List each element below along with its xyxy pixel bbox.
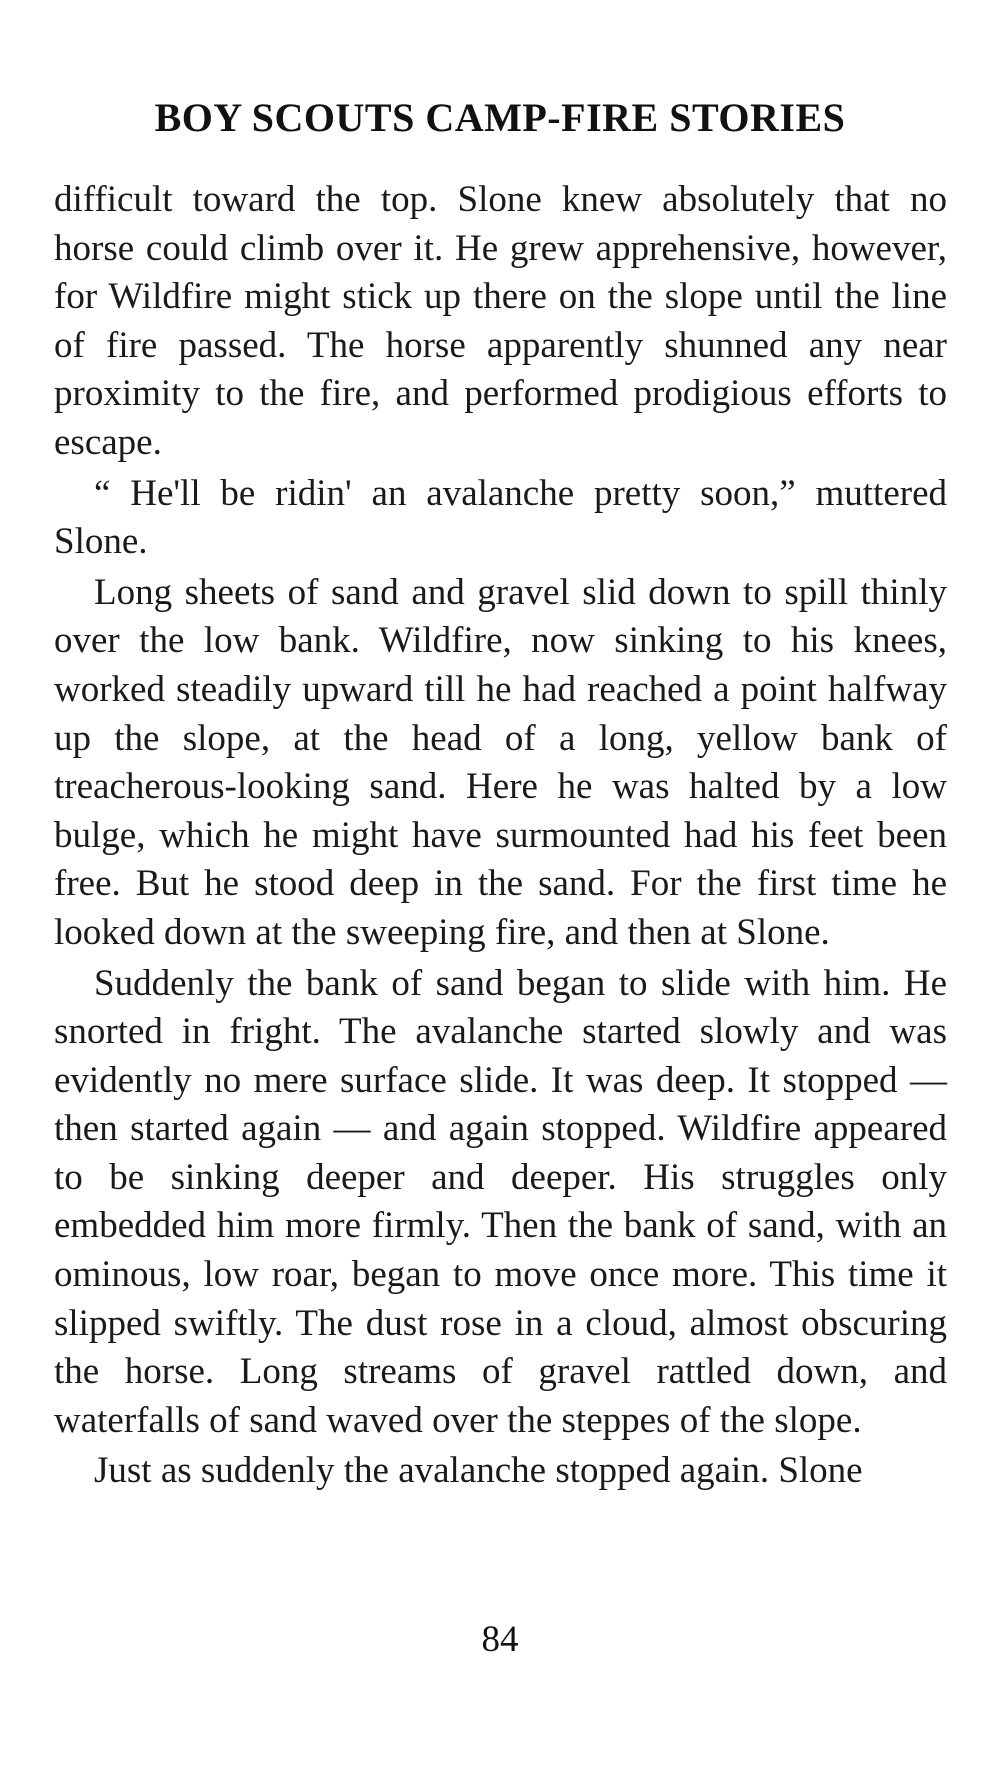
page-number: 84: [481, 1619, 519, 1660]
paragraph: Long sheets of sand and gravel slid down to spill thinly over the low bank. Wildfire, now sinking to his knees, worked steadily upward till he had reached a point halfway up the slope, at the head of a long, yellow bank of treacherous-looking sand. Here he was halted by a low bulge, which he might have surmounted had his feet been free. But he stood deep in the sand. For the first time he looked down at the sweeping fire, and then at Slone.: [54, 571, 947, 953]
body-text: [54, 176, 947, 1496]
paragraph-continued: difficult toward the top. Slone knew absolutely that no horse could climb over it. He grew apprehensive, however, for Wildfire might stick up there on the slope until the line of fire passed. The horse apparently shunned any near proximity to the fire, and performed prodigious efforts to escape.: [54, 179, 947, 463]
paragraph: Just as suddenly the avalanche stopped again. Slone: [94, 1450, 863, 1492]
paragraph: Suddenly the bank of sand began to slide with him. He snorted in fright. The avalanche started slowly and was evidently no mere surface slide. It was deep. It stopped — then started again — and again stopped. Wildfire appeared to be sinking deeper and deeper. His struggles only embedded him more firmly. Then the bank of sand, with an ominous, low roar, began to move once more. This time it slipped swiftly. The dust rose in a cloud, almost obscuring the horse. Long streams of gravel rattled down, and waterfalls of sand waved over the steppes of the slope.: [54, 962, 947, 1441]
running-title: BOY SCOUTS CAMP-FIRE STORIES: [154, 95, 846, 140]
paragraph-dialogue: “ He'll be ridin' an avalanche pretty soon,” muttered Slone.: [54, 472, 947, 563]
